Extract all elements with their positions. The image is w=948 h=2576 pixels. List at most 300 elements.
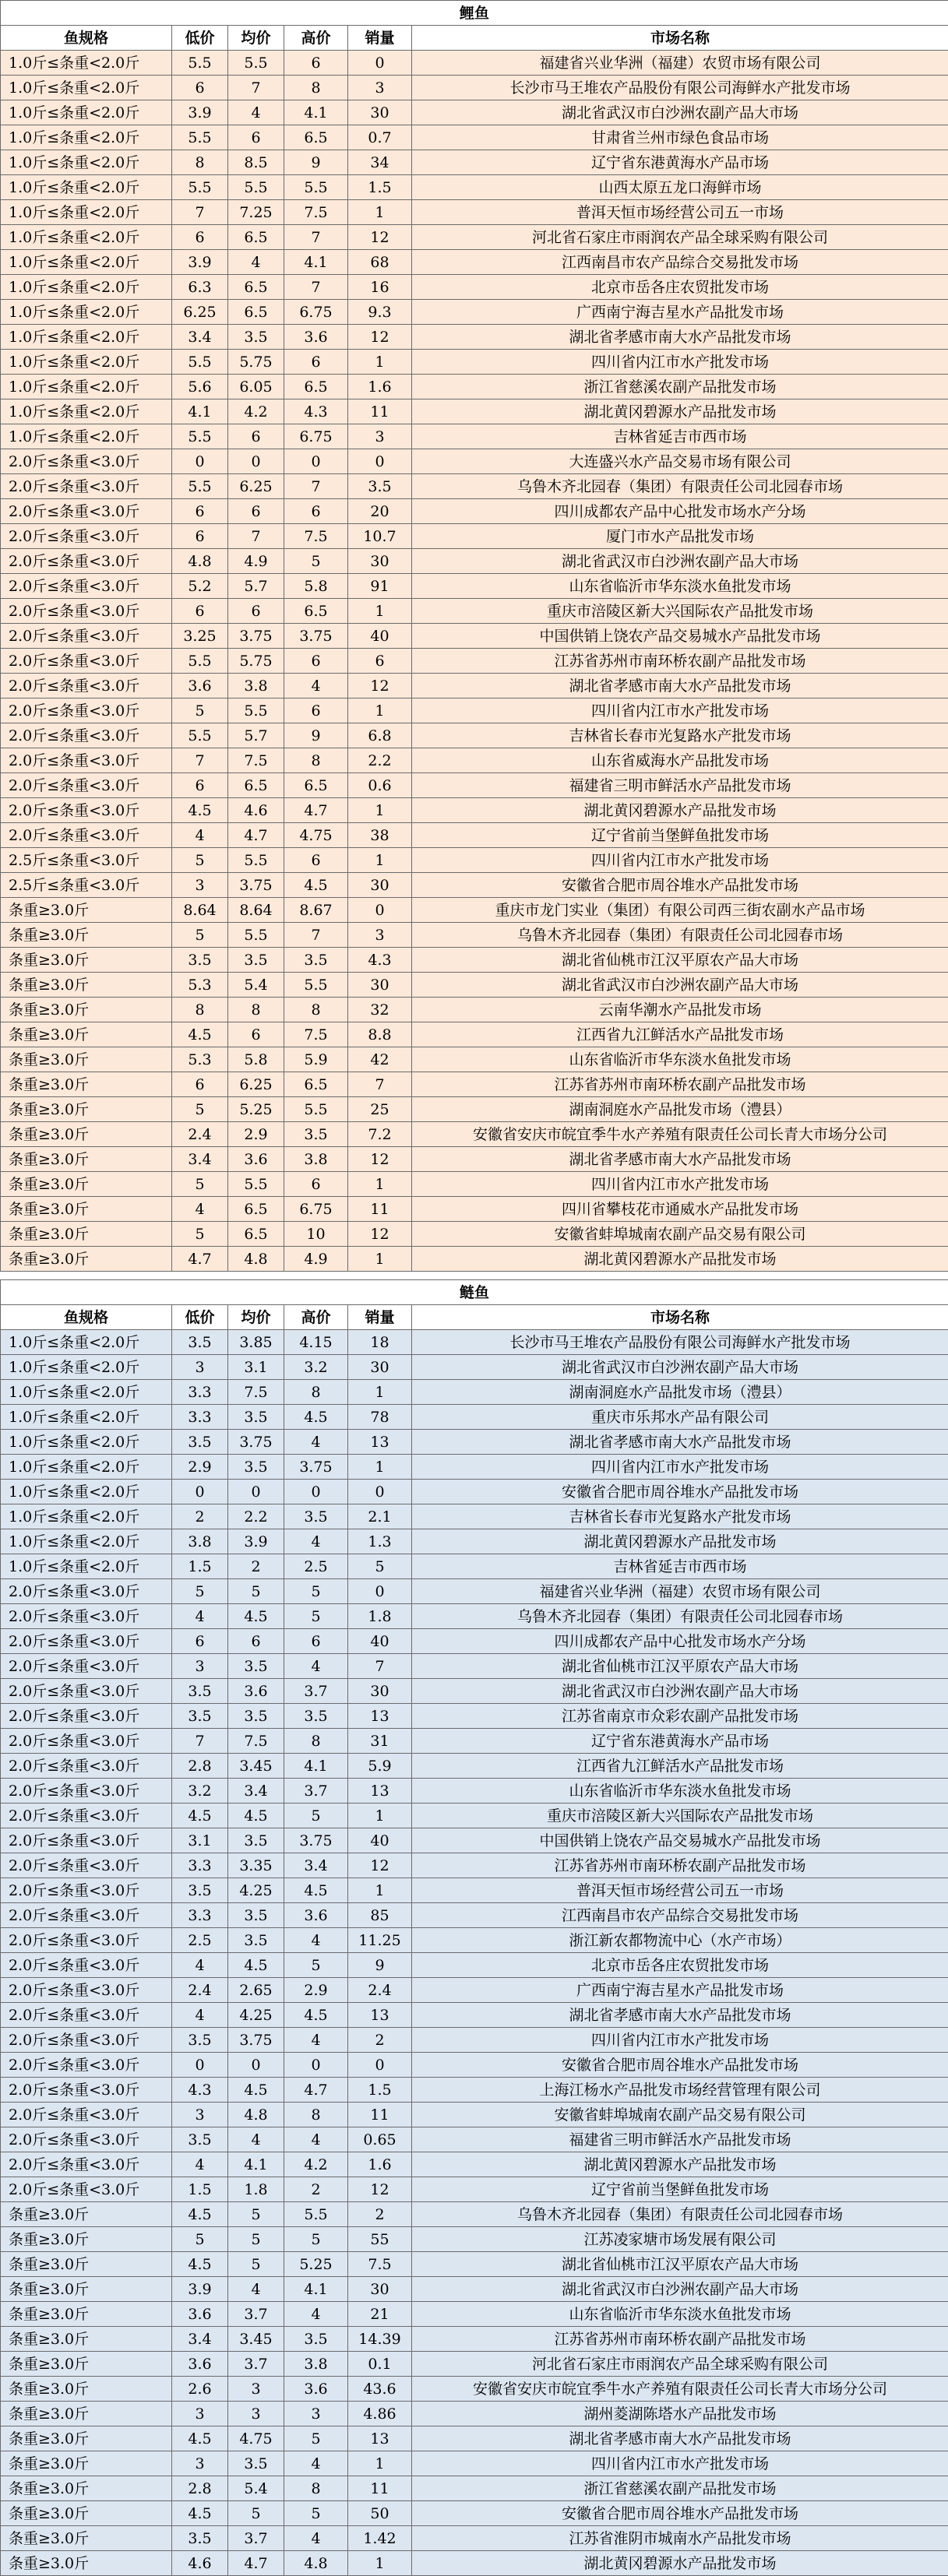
cell-market: 安徽省合肥市周谷堆水产品批发市场: [412, 2053, 948, 2078]
cell-market: 四川成都农产品中心批发市场水产分场: [412, 1629, 948, 1654]
cell-avg: 3.4: [228, 1779, 284, 1804]
cell-low: 3.2: [172, 1779, 228, 1804]
table-row: [1, 375, 948, 399]
cell-spec: 条重≥3.0斤: [1, 2551, 172, 2576]
cell-avg: 0: [228, 449, 284, 474]
cell-avg: 4.7: [228, 823, 284, 848]
table-row: [1, 399, 948, 424]
cell-market: 江西南昌市农产品综合交易批发市场: [412, 1903, 948, 1928]
table-row: [1, 1455, 948, 1480]
cell-market: 江苏凌家塘市场发展有限公司: [412, 2227, 948, 2252]
cell-high: 3.4: [284, 1853, 348, 1878]
cell-low: 7: [172, 1729, 228, 1754]
cell-volume: 12: [348, 1853, 412, 1878]
cell-spec: 条重≥3.0斤: [1, 998, 172, 1022]
cell-avg: 2.65: [228, 1978, 284, 2003]
cell-low: 3.3: [172, 1903, 228, 1928]
cell-market: 中国供销上饶农产品交易城水产品批发市场: [412, 624, 948, 649]
table-row: [1, 499, 948, 524]
cell-market: 湖北省武汉市白沙洲农副产品大市场: [412, 1355, 948, 1380]
cell-high: 6.5: [284, 1072, 348, 1097]
cell-low: 1.5: [172, 1554, 228, 1579]
table-row: [1, 2302, 948, 2327]
cell-avg: 5: [228, 2501, 284, 2526]
cell-low: 4.1: [172, 399, 228, 424]
cell-volume: 30: [348, 1679, 412, 1704]
cell-high: 4.15: [284, 1330, 348, 1355]
cell-avg: 5.5: [228, 848, 284, 873]
cell-avg: 3.35: [228, 1853, 284, 1878]
cell-volume: 12: [348, 1147, 412, 1172]
cell-low: 4.7: [172, 1247, 228, 1272]
cell-high: 4.7: [284, 2078, 348, 2103]
cell-market: 安徽省合肥市周谷堆水产品批发市场: [412, 1480, 948, 1504]
cell-volume: 43.6: [348, 2377, 412, 2402]
cell-volume: 85: [348, 1903, 412, 1928]
cell-spec: 2.0斤≤条重<3.0斤: [1, 2078, 172, 2103]
cell-high: 6.75: [284, 424, 348, 449]
cell-low: 4.3: [172, 2078, 228, 2103]
cell-avg: 3.45: [228, 2327, 284, 2352]
table-row: [1, 1554, 948, 1579]
cell-avg: 4: [228, 2277, 284, 2302]
cell-spec: 1.0斤≤条重<2.0斤: [1, 300, 172, 325]
cell-volume: 21: [348, 2302, 412, 2327]
cell-high: 4: [284, 2526, 348, 2551]
table-row: [1, 1953, 948, 1978]
cell-spec: 2.0斤≤条重<3.0斤: [1, 1828, 172, 1853]
cell-volume: 1.5: [348, 175, 412, 200]
cell-avg: 3.5: [228, 1903, 284, 1928]
cell-avg: 8.5: [228, 150, 284, 175]
cell-spec: 条重≥3.0斤: [1, 2252, 172, 2277]
cell-low: 6: [172, 599, 228, 624]
cell-market: 江苏省苏州市南环桥农副产品批发市场: [412, 1853, 948, 1878]
table-row: [1, 1529, 948, 1554]
cell-high: 4: [284, 2302, 348, 2327]
cell-avg: 3.5: [228, 1928, 284, 1953]
cell-spec: 条重≥3.0斤: [1, 2476, 172, 2501]
cell-volume: 34: [348, 150, 412, 175]
cell-volume: 3: [348, 424, 412, 449]
cell-market: 四川省内江市水产批发市场: [412, 699, 948, 723]
cell-spec: 2.0斤≤条重<3.0斤: [1, 1704, 172, 1729]
cell-high: 6: [284, 699, 348, 723]
table-row: [1, 1380, 948, 1405]
cell-low: 3.6: [172, 674, 228, 699]
cell-low: 5: [172, 1222, 228, 1247]
cell-market: 江苏省苏州市南环桥农副产品批发市场: [412, 2327, 948, 2352]
cell-high: 8: [284, 998, 348, 1022]
table-row: [1, 2152, 948, 2177]
cell-avg: 4.75: [228, 2426, 284, 2451]
cell-market: 四川省内江市水产批发市场: [412, 350, 948, 375]
cell-spec: 1.0斤≤条重<2.0斤: [1, 1430, 172, 1455]
cell-high: 4.2: [284, 2152, 348, 2177]
table-row: [1, 1247, 948, 1272]
cell-avg: 5.5: [228, 51, 284, 76]
cell-high: 3.7: [284, 1779, 348, 1804]
cell-avg: 5.7: [228, 723, 284, 748]
cell-low: 3.9: [172, 100, 228, 125]
cell-avg: 3.5: [228, 2451, 284, 2476]
cell-low: 3.5: [172, 1878, 228, 1903]
table-row: [1, 1779, 948, 1804]
cell-spec: 1.0斤≤条重<2.0斤: [1, 1554, 172, 1579]
table-row: [1, 773, 948, 798]
cell-high: 6: [284, 649, 348, 674]
cell-high: 5: [284, 1804, 348, 1828]
cell-spec: 1.0斤≤条重<2.0斤: [1, 175, 172, 200]
cell-volume: 12: [348, 325, 412, 350]
cell-low: 2.8: [172, 1754, 228, 1779]
table-row: [1, 1072, 948, 1097]
cell-high: 7: [284, 474, 348, 499]
cell-market: 江苏省南京市众彩农副产品批发市场: [412, 1704, 948, 1729]
cell-volume: 12: [348, 225, 412, 250]
cell-low: 4.5: [172, 1804, 228, 1828]
table-row: [1, 1172, 948, 1197]
cell-volume: 6.8: [348, 723, 412, 748]
cell-high: 4.75: [284, 823, 348, 848]
cell-low: 3.5: [172, 1430, 228, 1455]
cell-low: 5.5: [172, 175, 228, 200]
cell-avg: 6.5: [228, 773, 284, 798]
cell-spec: 1.0斤≤条重<2.0斤: [1, 1330, 172, 1355]
cell-low: 5.2: [172, 574, 228, 599]
table-row: [1, 524, 948, 549]
cell-avg: 3.75: [228, 624, 284, 649]
cell-avg: 4: [228, 100, 284, 125]
cell-avg: 6.25: [228, 474, 284, 499]
cell-market: 厦门市水产品批发市场: [412, 524, 948, 549]
cell-avg: 5.8: [228, 1047, 284, 1072]
cell-avg: 6.5: [228, 225, 284, 250]
cell-market: 辽宁省东港黄海水产品市场: [412, 1729, 948, 1754]
cell-volume: 40: [348, 1828, 412, 1853]
cell-high: 9: [284, 150, 348, 175]
table-row: [1, 76, 948, 100]
cell-high: 9: [284, 723, 348, 748]
cell-high: 6: [284, 350, 348, 375]
cell-low: 5: [172, 1579, 228, 1604]
table-row: [1, 250, 948, 275]
cell-low: 4: [172, 1953, 228, 1978]
cell-market: 湖州菱湖陈塔水产品批发市场: [412, 2402, 948, 2426]
cell-volume: 11.25: [348, 1928, 412, 1953]
cell-avg: 3: [228, 2377, 284, 2402]
cell-avg: 4.1: [228, 2152, 284, 2177]
cell-volume: 78: [348, 1405, 412, 1430]
cell-volume: 13: [348, 2003, 412, 2028]
cell-spec: 条重≥3.0斤: [1, 1122, 172, 1147]
cell-volume: 0.65: [348, 2127, 412, 2152]
cell-market: 湖北省孝感市南大水产品批发市场: [412, 674, 948, 699]
cell-volume: 30: [348, 2277, 412, 2302]
cell-avg: 6.5: [228, 300, 284, 325]
cell-high: 7: [284, 923, 348, 948]
table-row: [1, 2202, 948, 2227]
cell-volume: 5.9: [348, 1754, 412, 1779]
cell-volume: 20: [348, 499, 412, 524]
cell-low: 8.64: [172, 898, 228, 923]
cell-avg: 5.4: [228, 973, 284, 998]
cell-spec: 2.0斤≤条重<3.0斤: [1, 2127, 172, 2152]
cell-low: 5.3: [172, 1047, 228, 1072]
cell-volume: 1: [348, 1172, 412, 1197]
table-row: [1, 2028, 948, 2053]
cell-low: 0: [172, 1480, 228, 1504]
cell-volume: 25: [348, 1097, 412, 1122]
cell-market: 湖北黄冈碧源水产品批发市场: [412, 399, 948, 424]
cell-high: 6.5: [284, 773, 348, 798]
cell-volume: 12: [348, 1222, 412, 1247]
cell-low: 3.4: [172, 1147, 228, 1172]
cell-avg: 7: [228, 76, 284, 100]
cell-volume: 13: [348, 1779, 412, 1804]
table-row: [1, 748, 948, 773]
cell-volume: 38: [348, 823, 412, 848]
col-header-volume: 销量: [348, 1305, 412, 1330]
cell-market: 大连盛兴水产品交易市场有限公司: [412, 449, 948, 474]
cell-avg: 3.7: [228, 2302, 284, 2327]
cell-high: 4.5: [284, 873, 348, 898]
cell-volume: 3.5: [348, 474, 412, 499]
table-row: [1, 723, 948, 748]
cell-low: 2.5: [172, 1928, 228, 1953]
cell-volume: 1: [348, 1247, 412, 1272]
cell-volume: 0: [348, 449, 412, 474]
cell-low: 6: [172, 524, 228, 549]
cell-low: 5.5: [172, 125, 228, 150]
cell-spec: 条重≥3.0斤: [1, 2302, 172, 2327]
cell-avg: 3.75: [228, 1430, 284, 1455]
cell-market: 湖北省孝感市南大水产品批发市场: [412, 2003, 948, 2028]
cell-spec: 1.0斤≤条重<2.0斤: [1, 1455, 172, 1480]
cell-low: 2.9: [172, 1455, 228, 1480]
cell-avg: 4.2: [228, 399, 284, 424]
cell-market: 甘肃省兰州市绿色食品市场: [412, 125, 948, 150]
cell-avg: 5.4: [228, 2476, 284, 2501]
cell-low: 3.4: [172, 325, 228, 350]
cell-avg: 4.8: [228, 1247, 284, 1272]
cell-volume: 10.7: [348, 524, 412, 549]
cell-market: 安徽省合肥市周谷堆水产品批发市场: [412, 873, 948, 898]
cell-avg: 8: [228, 998, 284, 1022]
cell-avg: 5.5: [228, 699, 284, 723]
cell-high: 5: [284, 2426, 348, 2451]
cell-volume: 7.2: [348, 1122, 412, 1147]
cell-high: 3.5: [284, 1704, 348, 1729]
table-row: [1, 175, 948, 200]
col-header-market: 市场名称: [412, 1305, 948, 1330]
cell-avg: 6.5: [228, 1197, 284, 1222]
cell-high: 6: [284, 1629, 348, 1654]
cell-high: 4: [284, 1529, 348, 1554]
cell-high: 4.1: [284, 250, 348, 275]
cell-low: 3.25: [172, 624, 228, 649]
cell-volume: 50: [348, 2501, 412, 2526]
cell-market: 山东省威海水产品批发市场: [412, 748, 948, 773]
cell-low: 5: [172, 699, 228, 723]
cell-low: 4.6: [172, 2551, 228, 2576]
cell-avg: 5: [228, 2202, 284, 2227]
cell-low: 4.5: [172, 1022, 228, 1047]
cell-spec: 2.0斤≤条重<3.0斤: [1, 624, 172, 649]
cell-low: 6: [172, 499, 228, 524]
cell-market: 山东省临沂市华东淡水鱼批发市场: [412, 1779, 948, 1804]
cell-low: 3: [172, 1654, 228, 1679]
cell-low: 4: [172, 2152, 228, 2177]
cell-high: 0: [284, 449, 348, 474]
cell-spec: 1.0斤≤条重<2.0斤: [1, 225, 172, 250]
cell-low: 3: [172, 2103, 228, 2127]
cell-market: 北京市岳各庄农贸批发市场: [412, 1953, 948, 1978]
table-row: [1, 798, 948, 823]
cell-high: 7.5: [284, 524, 348, 549]
cell-low: 3.8: [172, 1529, 228, 1554]
table-row: [1, 1654, 948, 1679]
cell-high: 3.75: [284, 1455, 348, 1480]
cell-avg: 6: [228, 1022, 284, 1047]
cell-market: 湖北省武汉市白沙洲农副产品大市场: [412, 100, 948, 125]
cell-high: 7.5: [284, 200, 348, 225]
cell-spec: 2.0斤≤条重<3.0斤: [1, 2103, 172, 2127]
cell-high: 7: [284, 225, 348, 250]
table-row: [1, 1804, 948, 1828]
cell-volume: 12: [348, 674, 412, 699]
table-row: [1, 200, 948, 225]
cell-market: 长沙市马王堆农产品股份有限公司海鲜水产批发市场: [412, 76, 948, 100]
cell-market: 福建省三明市鲜活水产品批发市场: [412, 2127, 948, 2152]
cell-high: 8: [284, 2476, 348, 2501]
table-row: [1, 1504, 948, 1529]
cell-volume: 1: [348, 1804, 412, 1828]
cell-volume: 0: [348, 1480, 412, 1504]
cell-high: 4.5: [284, 1405, 348, 1430]
cell-spec: 2.0斤≤条重<3.0斤: [1, 499, 172, 524]
cell-spec: 2.0斤≤条重<3.0斤: [1, 1654, 172, 1679]
cell-spec: 条重≥3.0斤: [1, 973, 172, 998]
cell-market: 湖北省孝感市南大水产品批发市场: [412, 1430, 948, 1455]
cell-spec: 条重≥3.0斤: [1, 1147, 172, 1172]
cell-avg: 5: [228, 2252, 284, 2277]
table-row: [1, 1222, 948, 1247]
cell-avg: 6.5: [228, 275, 284, 300]
cell-low: 4: [172, 2003, 228, 2028]
cell-avg: 6.05: [228, 375, 284, 399]
cell-spec: 条重≥3.0斤: [1, 1047, 172, 1072]
cell-spec: 2.0斤≤条重<3.0斤: [1, 1878, 172, 1903]
cell-low: 5.6: [172, 375, 228, 399]
cell-spec: 1.0斤≤条重<2.0斤: [1, 275, 172, 300]
cell-spec: 2.0斤≤条重<3.0斤: [1, 699, 172, 723]
cell-low: 5.5: [172, 51, 228, 76]
cell-market: 河北省石家庄市雨润农产品全球采购有限公司: [412, 2352, 948, 2377]
table-row: [1, 1853, 948, 1878]
table-row: [1, 2476, 948, 2501]
cell-volume: 1.8: [348, 1604, 412, 1629]
table-row: [1, 1604, 948, 1629]
cell-spec: 2.0斤≤条重<3.0斤: [1, 823, 172, 848]
cell-market: 山东省临沂市华东淡水鱼批发市场: [412, 1047, 948, 1072]
cell-volume: 7: [348, 1654, 412, 1679]
cell-low: 2: [172, 1504, 228, 1529]
cell-avg: 7.25: [228, 200, 284, 225]
cell-low: 5.5: [172, 723, 228, 748]
cell-volume: 7: [348, 1072, 412, 1097]
cell-market: 四川省内江市水产批发市场: [412, 2028, 948, 2053]
cell-market: 湖北省仙桃市江汉平原农产品大市场: [412, 948, 948, 973]
cell-high: 8: [284, 1729, 348, 1754]
cell-market: 乌鲁木齐北园春（集团）有限责任公司北园春市场: [412, 1604, 948, 1629]
cell-avg: 3.9: [228, 1529, 284, 1554]
cell-spec: 条重≥3.0斤: [1, 1172, 172, 1197]
cell-market: 四川省内江市水产批发市场: [412, 2451, 948, 2476]
cell-volume: 2.4: [348, 1978, 412, 2003]
col-header-volume: 销量: [348, 26, 412, 51]
cell-avg: 5.7: [228, 574, 284, 599]
cell-market: 福建省兴业华洲（福建）农贸市场有限公司: [412, 1579, 948, 1604]
cell-spec: 2.0斤≤条重<3.0斤: [1, 773, 172, 798]
cell-spec: 1.0斤≤条重<2.0斤: [1, 1380, 172, 1405]
table-row: [1, 998, 948, 1022]
cell-volume: 30: [348, 973, 412, 998]
cell-volume: 1.6: [348, 375, 412, 399]
cell-low: 7: [172, 748, 228, 773]
table-row: [1, 823, 948, 848]
col-header-high: 高价: [284, 26, 348, 51]
cell-high: 0: [284, 2053, 348, 2078]
table-row: [1, 150, 948, 175]
cell-spec: 2.0斤≤条重<3.0斤: [1, 1754, 172, 1779]
cell-spec: 1.0斤≤条重<2.0斤: [1, 76, 172, 100]
cell-spec: 2.0斤≤条重<3.0斤: [1, 574, 172, 599]
cell-market: 乌鲁木齐北园春（集团）有限责任公司北园春市场: [412, 2202, 948, 2227]
cell-market: 山东省临沂市华东淡水鱼批发市场: [412, 574, 948, 599]
cell-spec: 1.0斤≤条重<2.0斤: [1, 1529, 172, 1554]
cell-low: 7: [172, 200, 228, 225]
cell-avg: 3.75: [228, 2028, 284, 2053]
silver-carp-section: [1, 1280, 948, 2576]
table-row: [1, 1355, 948, 1380]
cell-spec: 2.0斤≤条重<3.0斤: [1, 674, 172, 699]
cell-market: 广西南宁海吉星水产品批发市场: [412, 300, 948, 325]
table-row: [1, 2551, 948, 2576]
cell-high: 5.8: [284, 574, 348, 599]
cell-spec: 条重≥3.0斤: [1, 1072, 172, 1097]
cell-spec: 2.0斤≤条重<3.0斤: [1, 1729, 172, 1754]
cell-market: 安徽省蚌埠城南农副产品交易有限公司: [412, 1222, 948, 1247]
cell-avg: 6: [228, 499, 284, 524]
cell-market: 四川省内江市水产批发市场: [412, 1455, 948, 1480]
cell-volume: 13: [348, 1430, 412, 1455]
cell-low: 3: [172, 2402, 228, 2426]
table-row: [1, 1579, 948, 1604]
cell-high: 4.8: [284, 2551, 348, 2576]
col-header-spec: 鱼规格: [1, 1305, 172, 1330]
cell-avg: 3.45: [228, 1754, 284, 1779]
cell-market: 湖北黄冈碧源水产品批发市场: [412, 2551, 948, 2576]
cell-high: 5: [284, 549, 348, 574]
table-row: [1, 674, 948, 699]
cell-high: 4: [284, 674, 348, 699]
cell-spec: 2.0斤≤条重<3.0斤: [1, 1604, 172, 1629]
cell-low: 8: [172, 998, 228, 1022]
cell-spec: 2.0斤≤条重<3.0斤: [1, 2028, 172, 2053]
col-header-high: 高价: [284, 1305, 348, 1330]
cell-market: 辽宁省东港黄海水产品市场: [412, 150, 948, 175]
